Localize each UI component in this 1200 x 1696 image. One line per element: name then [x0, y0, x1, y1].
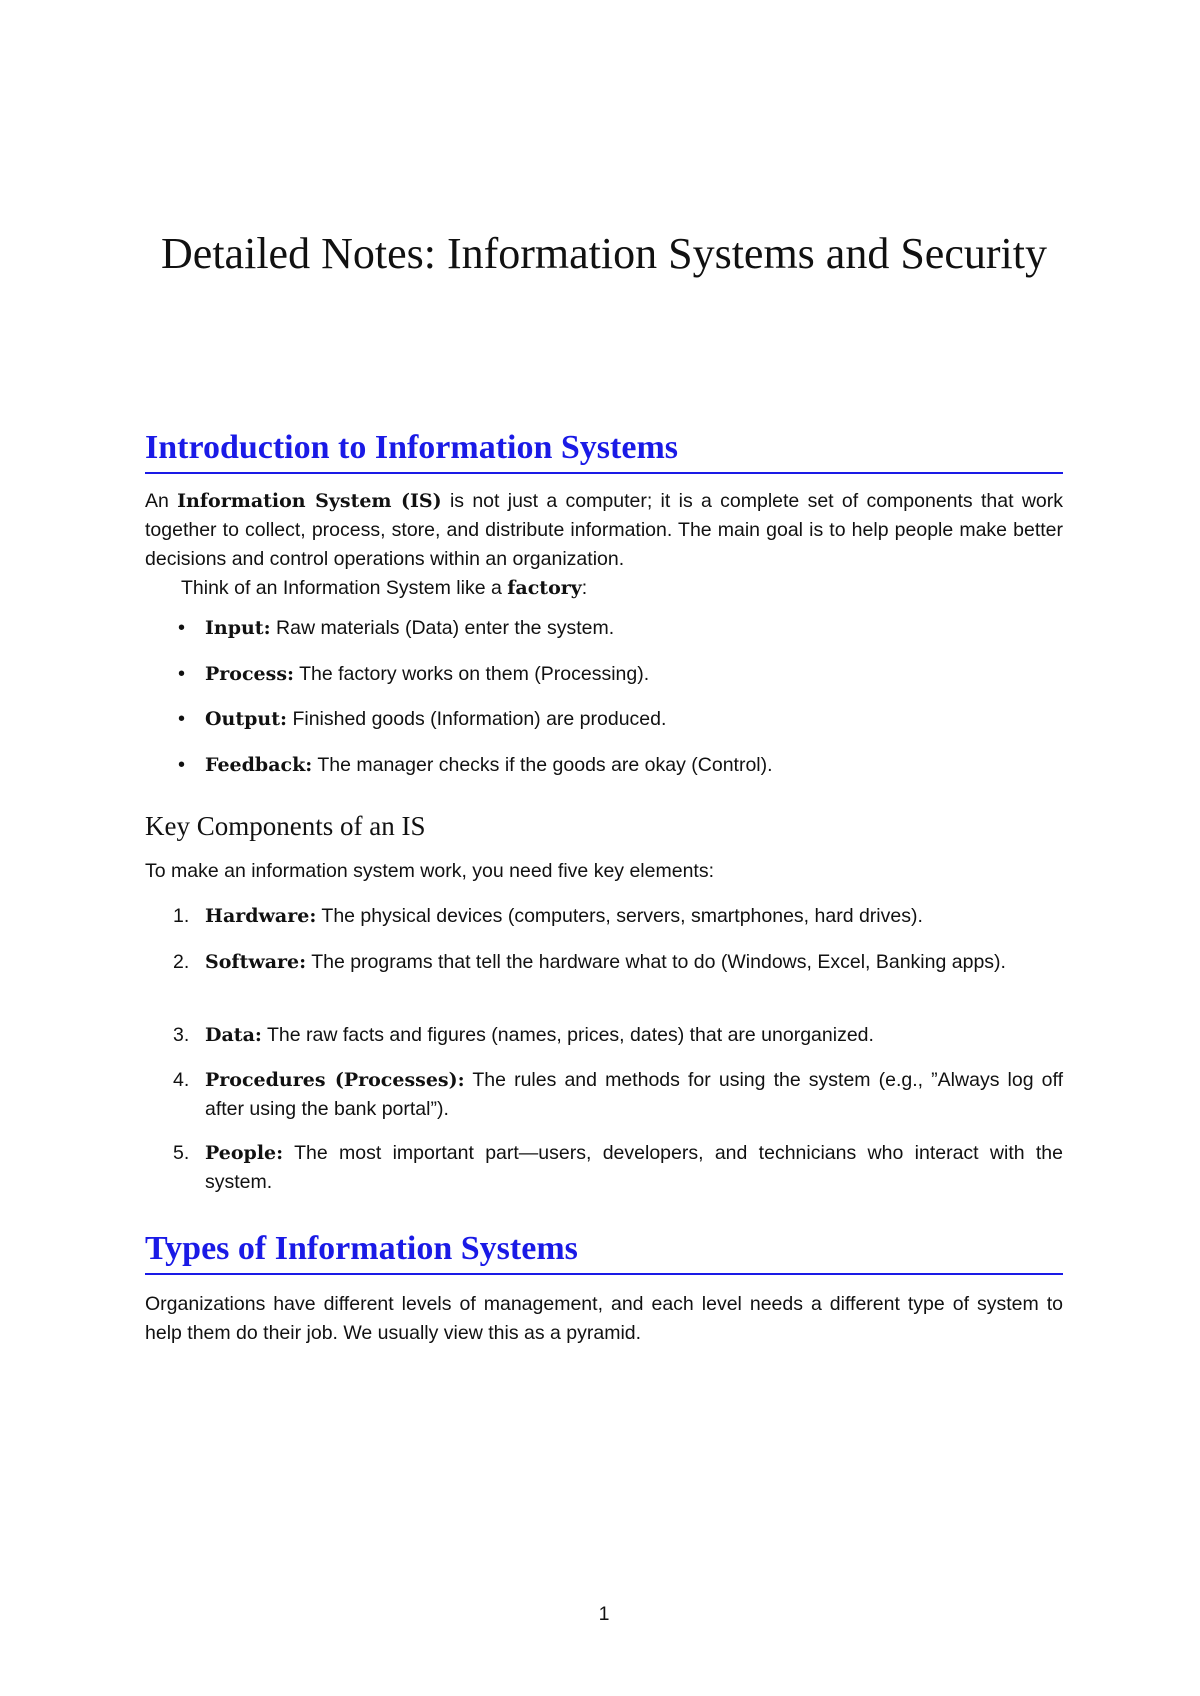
list-item-hardware: 1. Hardware: The physical devices (computers, servers, smartphones, hard drives). [173, 905, 923, 927]
list-item-software: 2. Software: The programs that tell the hardware what to do (Windows, Excel, Banking apps). [173, 951, 1006, 973]
page-number: 1 [598, 1603, 610, 1625]
list-item-procedures: 4. Procedures (Processes): The rules and methods for using the system (e.g., ”Always log off after using the bank portal”). [173, 1069, 1063, 1120]
section-heading-introduction: Introduction to Information Systems [145, 428, 1063, 474]
components-intro-paragraph: To make an information system work, you need five key elements: [145, 860, 715, 882]
bullet-icon: • [178, 663, 186, 685]
document-title: Detailed Notes: Information Systems and Security [161, 229, 1047, 278]
list-item-process: • Process: The factory works on them (Processing). [205, 660, 1063, 689]
list-item-people: 5. People: The most important part—users, developers, and technicians who interact with the system. [173, 1142, 1063, 1193]
bullet-icon: • [178, 617, 186, 639]
bullet-icon: • [178, 754, 186, 776]
list-item-data: 3. Data: The raw facts and figures (names, prices, dates) that are unorganized. [173, 1024, 874, 1046]
types-paragraph: Organizations have different levels of management, and each level needs a different type of system to help them do their job. We usually view this as a pyramid. [145, 1293, 1063, 1344]
list-item-input: • Input: Raw materials (Data) enter the system. [205, 614, 1063, 643]
section-heading-types: Types of Information Systems [145, 1229, 1063, 1275]
list-item-output: • Output: Finished goods (Information) are produced. [205, 705, 1063, 734]
factory-analogy-paragraph: Think of an Information System like a factory: [181, 577, 588, 599]
document-page [145, 0, 1063, 1696]
intro-paragraph: An Information System (IS) is not just a computer; it is a complete set of components that work together to collect, process, store, and distribute information. The main goal is to help people make better decisions and control operations within an organization. [145, 490, 1063, 570]
subsection-heading-key-components: Key Components of an IS [145, 811, 426, 841]
bullet-icon: • [178, 708, 186, 730]
list-item-feedback: • Feedback: The manager checks if the goods are okay (Control). [205, 751, 1063, 780]
